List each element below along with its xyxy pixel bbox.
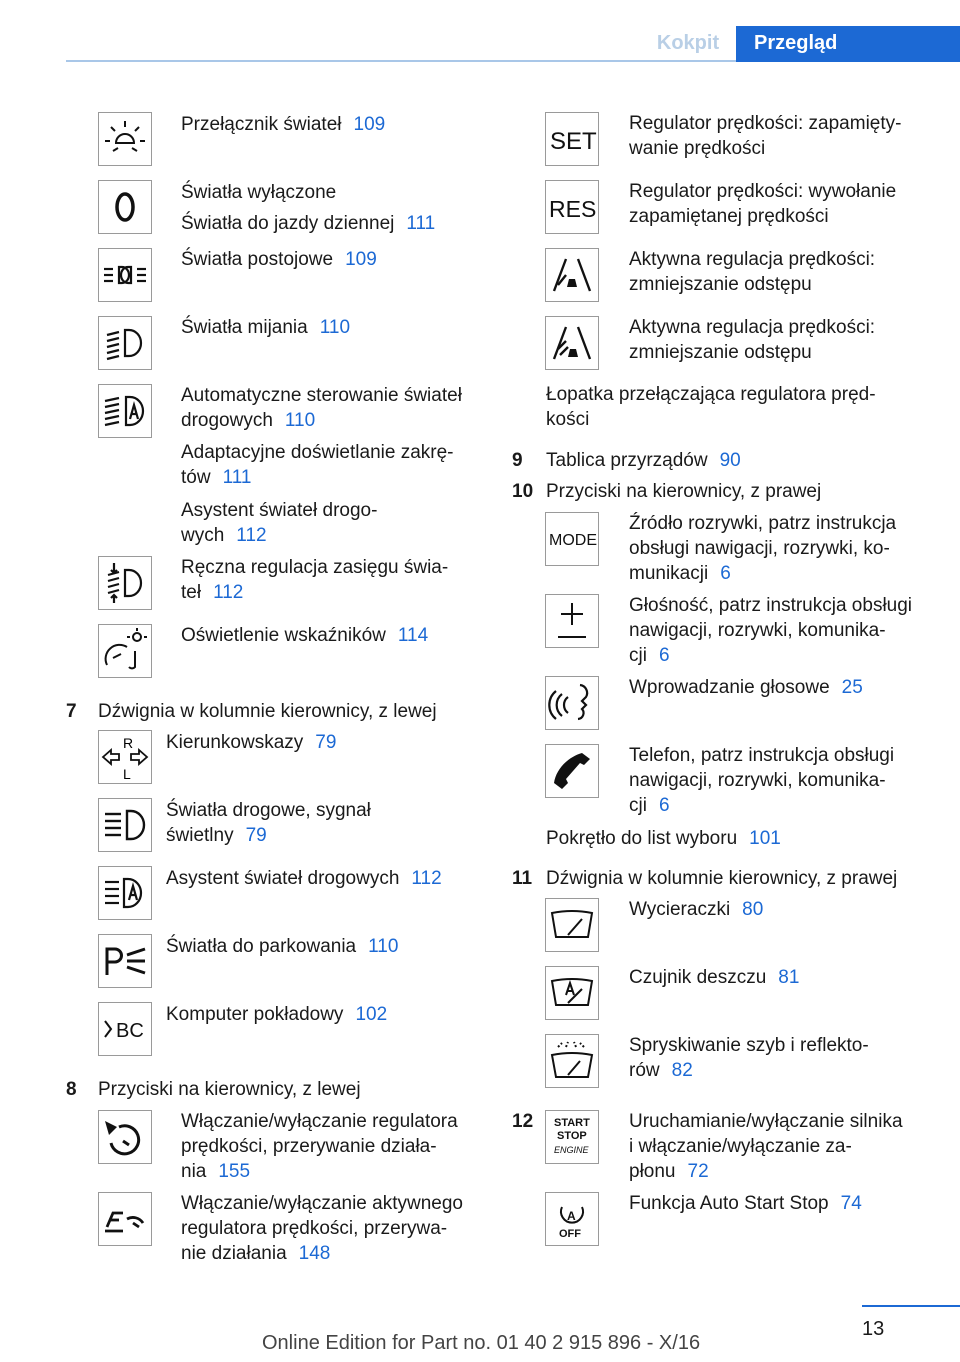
page-ref[interactable]: 114 — [397, 625, 429, 646]
item-label: Automatyczne sterowanie świateł — [181, 385, 462, 406]
item-label: rów — [629, 1060, 660, 1081]
page-ref[interactable]: 74 — [840, 1193, 862, 1214]
item-voice — [629, 675, 949, 700]
res-button-icon — [545, 180, 599, 234]
page-ref[interactable]: 25 — [841, 677, 863, 698]
item-label: nia — [181, 1161, 207, 1182]
page-ref[interactable]: 110 — [284, 410, 316, 431]
item-label: Światła postojowe — [181, 249, 334, 270]
item-label: zapamiętanej prędkości — [629, 206, 829, 227]
board-computer-icon — [98, 1002, 152, 1056]
item-label: zmniejszanie odstępu — [629, 274, 812, 295]
page-ref[interactable]: 79 — [245, 825, 267, 846]
section-7-title: Dźwignia w kolumnie kierownicy, z lewej — [98, 701, 437, 722]
high-beam-assist-icon — [98, 866, 152, 920]
page-ref[interactable]: 102 — [355, 1004, 388, 1025]
item-high-beam — [166, 798, 486, 848]
item-label: Aktywna regulacja prędkości: — [629, 249, 876, 270]
auto-start-stop-icon — [545, 1192, 599, 1246]
item-label: Ręczna regulacja zasięgu świa- — [181, 557, 449, 578]
light-switch-icon — [98, 112, 152, 166]
set-button-icon — [545, 112, 599, 166]
mode-button-icon — [545, 512, 599, 566]
item-volume — [629, 593, 949, 668]
section-number: 10 — [512, 481, 534, 502]
item-adaptive-lights — [181, 440, 501, 490]
off-label: OFF — [559, 1228, 581, 1240]
item-label: Wycieraczki — [629, 899, 731, 920]
distance-decrease-icon — [545, 316, 599, 370]
section-10-title: Przyciski na kierownicy, z prawej — [546, 481, 822, 502]
distance-decrease-icon — [545, 248, 599, 302]
item-label: Źródło rozrywki, patrz instrukcja — [629, 513, 897, 534]
item-cruise-set — [629, 111, 949, 161]
page-ref[interactable]: 82 — [671, 1060, 693, 1081]
item-label: Komputer pokładowy — [166, 1004, 344, 1025]
page-ref[interactable]: 81 — [778, 967, 800, 988]
tab-przeglad[interactable]: Przegląd — [736, 26, 960, 62]
page-ref[interactable]: 110 — [319, 317, 351, 338]
start-stop-button-icon — [545, 1110, 599, 1164]
phone-icon — [545, 744, 599, 798]
res-label: RES — [549, 196, 597, 222]
item-label: Głośność, patrz instrukcja obsługi — [629, 595, 913, 616]
item-high-beam-assistant — [166, 866, 486, 891]
section-8-title: Przyciski na kierownicy, z lewej — [98, 1079, 361, 1100]
item-label: Regulator prędkości: zapamięty- — [629, 113, 902, 134]
item-washer — [629, 1033, 949, 1083]
footer-rule — [862, 1305, 960, 1307]
item-label: i włączanie/wyłączanie za- — [629, 1136, 852, 1157]
item-label: Oświetlenie wskaźników — [181, 625, 386, 646]
volume-icon — [545, 594, 599, 648]
item-low-beam — [181, 315, 491, 340]
item-label: nawigacji, rozrywki, komunika- — [629, 620, 886, 641]
item-drl — [181, 211, 491, 236]
item-label: Asystent świateł drogo- — [181, 500, 378, 521]
start-label: START — [554, 1117, 590, 1129]
item-label: Aktywna regulacja prędkości: — [629, 317, 876, 338]
item-auto-start-stop — [629, 1191, 949, 1216]
item-label: Czujnik deszczu — [629, 967, 767, 988]
item-mode — [629, 511, 949, 586]
page-ref[interactable]: 6 — [720, 563, 731, 584]
low-beam-icon — [98, 316, 152, 370]
item-label: Regulator prędkości: wywołanie — [629, 181, 897, 202]
page-ref[interactable]: 155 — [218, 1161, 251, 1182]
section-11-title: Dźwignia w kolumnie kierownicy, z prawej — [546, 868, 898, 889]
page-ref[interactable]: 111 — [222, 467, 252, 488]
item-cruise-resume — [629, 179, 949, 229]
wipers-icon — [545, 898, 599, 952]
item-label: nie działania — [181, 1243, 287, 1264]
item-label: Światła do jazdy dziennej — [181, 213, 395, 234]
item-light-switch — [181, 112, 491, 137]
page-ref[interactable]: 112 — [411, 868, 442, 889]
stop-label: STOP — [557, 1130, 587, 1142]
item-label: Pokrętło do list wyboru — [546, 828, 738, 849]
active-cruise-icon — [98, 1192, 152, 1246]
a-label: A — [567, 1209, 576, 1223]
item-label: Spryskiwanie szyb i reflekto- — [629, 1035, 869, 1056]
item-label: Włączanie/wyłączanie regulatora — [181, 1111, 458, 1132]
page-ref[interactable]: 109 — [353, 114, 386, 135]
item-headlight-range — [181, 555, 501, 605]
item-label: Światła drogowe, sygnał — [166, 800, 371, 821]
item-label: Tablica przyrządów — [546, 450, 708, 471]
cruise-control-icon — [98, 1110, 152, 1164]
page-ref[interactable]: 6 — [658, 645, 670, 666]
item-label: zmniejszanie odstępu — [629, 342, 812, 363]
item-label: kości — [546, 409, 590, 430]
item-rain-sensor — [629, 965, 949, 990]
item-board-computer — [166, 1002, 486, 1027]
item-label: Wprowadzanie głosowe — [629, 677, 830, 698]
item-label: munikacji — [629, 563, 709, 584]
item-knob — [546, 826, 946, 851]
headlight-range-icon — [98, 556, 152, 610]
item-cruise-control — [181, 1109, 501, 1184]
item-label: Asystent świateł drogowych — [166, 868, 400, 889]
high-beam-icon — [98, 798, 152, 852]
page-ref[interactable]: 101 — [749, 828, 781, 849]
item-label: Adaptacyjne doświetlanie zakrę- — [181, 442, 454, 463]
lights-off-icon — [98, 180, 152, 234]
tab-kokpit[interactable]: Kokpit — [656, 32, 720, 54]
item-auto-lights — [181, 383, 501, 433]
page-number: 13 — [862, 1318, 885, 1340]
page-ref[interactable]: 112 — [236, 525, 267, 546]
item-label: Kierunkowskazy — [166, 732, 304, 753]
item-phone — [629, 743, 949, 818]
section-number: 12 — [512, 1111, 534, 1132]
set-label: SET — [550, 128, 597, 155]
letter-l: L — [123, 766, 131, 782]
item-label: Światła wyłączone — [181, 182, 337, 203]
item-high-beam-assist — [181, 498, 501, 548]
item-label: Uruchamianie/wyłączanie silnika — [629, 1111, 903, 1132]
engine-label: ENGINE — [554, 1145, 589, 1155]
item-label: Przełącznik świateł — [181, 114, 342, 135]
item-label: Włączanie/wyłączanie aktywnego — [181, 1193, 463, 1214]
page-ref[interactable]: 90 — [719, 450, 741, 471]
edition-note: Online Edition for Part no. 01 40 2 915 896 - X/16 — [262, 1332, 701, 1354]
page-ref[interactable]: 80 — [742, 899, 764, 920]
item-label: obsługi nawigacji, rozrywki, ko- — [629, 538, 890, 559]
page-ref[interactable]: 112 — [213, 582, 244, 603]
item-label: prędkości, przerywanie działa- — [181, 1136, 437, 1157]
item-lights-off — [181, 180, 491, 205]
page-ref[interactable]: 72 — [687, 1161, 709, 1182]
item-label: Funkcja Auto Start Stop — [629, 1193, 829, 1214]
item-parking-lights — [181, 247, 491, 272]
item-label: Światła mijania — [181, 317, 308, 338]
item-label: wych — [181, 525, 225, 546]
item-label: cji — [629, 645, 647, 666]
parking-light-icon — [98, 934, 152, 988]
voice-icon — [545, 676, 599, 730]
page-ref[interactable]: 110 — [368, 936, 399, 957]
section-number: 11 — [512, 868, 533, 889]
instrument-lighting-icon — [98, 624, 152, 678]
item-wipers — [629, 897, 949, 922]
rain-sensor-icon — [545, 966, 599, 1020]
bc-label: BC — [116, 1020, 144, 1042]
item-turn-signals — [166, 730, 486, 755]
item-instrument-lighting — [181, 623, 501, 648]
page-ref[interactable]: 6 — [658, 795, 670, 816]
letter-r: R — [123, 735, 134, 751]
page-ref[interactable]: 79 — [315, 732, 337, 753]
item-label: cji — [629, 795, 647, 816]
item-label: tów — [181, 467, 211, 488]
washer-icon — [545, 1034, 599, 1088]
page-ref[interactable]: 111 — [406, 213, 436, 234]
item-start-stop — [629, 1109, 949, 1184]
item-parking-light — [166, 934, 486, 959]
item-label: teł — [181, 582, 202, 603]
section-number: 7 — [66, 701, 77, 722]
item-active-cruise — [181, 1191, 501, 1266]
item-label: płonu — [629, 1161, 676, 1182]
section-9-title — [546, 448, 946, 473]
item-label: regulatora prędkości, przerywa- — [181, 1218, 448, 1239]
section-number: 8 — [66, 1079, 77, 1100]
item-rocker — [546, 382, 946, 432]
item-label: nawigacji, rozrywki, komunika- — [629, 770, 886, 791]
item-label: Łopatka przełączająca regulatora pręd- — [546, 384, 876, 405]
turn-signal-icon — [98, 730, 152, 784]
page-ref[interactable]: 148 — [298, 1243, 331, 1264]
section-number: 9 — [512, 450, 523, 471]
item-label: świetlny — [166, 825, 234, 846]
item-distance-1 — [629, 247, 949, 297]
parking-lights-icon — [98, 248, 152, 302]
item-label: Telefon, patrz instrukcja obsługi — [629, 745, 895, 766]
page-ref[interactable]: 109 — [345, 249, 377, 270]
item-distance-2 — [629, 315, 949, 365]
item-label: drogowych — [181, 410, 273, 431]
auto-lights-icon — [98, 384, 152, 438]
item-label: wanie prędkości — [629, 138, 766, 159]
mode-label: MODE — [549, 532, 597, 549]
item-label: Światła do parkowania — [166, 936, 357, 957]
